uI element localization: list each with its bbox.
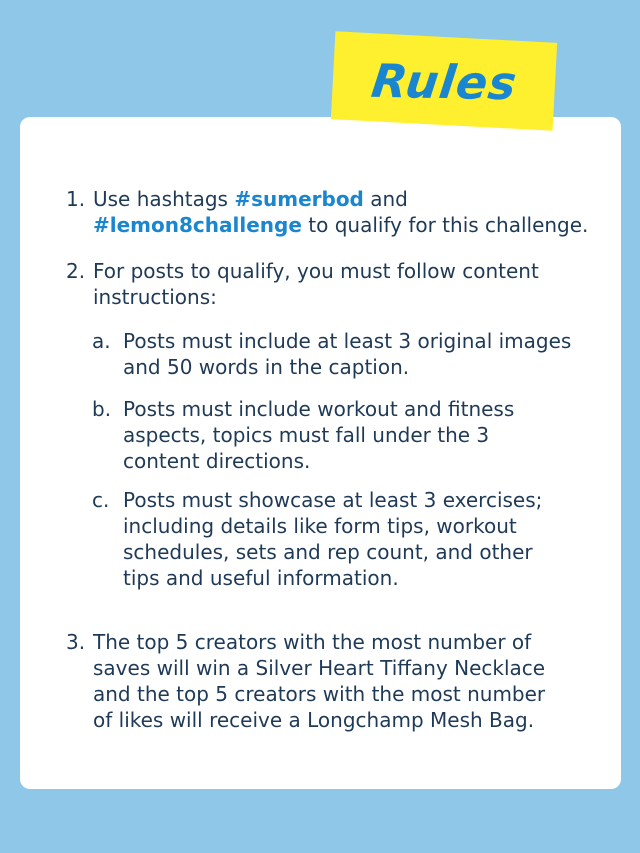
text-segment: Use hashtags — [93, 187, 235, 211]
subrule-line: schedules, sets and rep count, and other — [123, 540, 533, 564]
subrule-letter: b. — [92, 397, 112, 421]
text-segment: and — [363, 187, 408, 211]
rule-line: of likes will receive a Longchamp Mesh Bag. — [93, 708, 535, 732]
rule-line: For posts to qualify, you must follow content — [93, 259, 539, 283]
rule-number: 2. — [66, 259, 86, 283]
rule-line: The top 5 creators with the most number of — [93, 630, 532, 654]
rule-line — [93, 212, 588, 238]
subrule-line: aspects, topics must fall under the 3 — [123, 423, 490, 447]
hashtag-lemon8challenge: #lemon8challenge — [93, 213, 302, 237]
subrule-line: and 50 words in the caption. — [123, 355, 410, 379]
subrule-line: Posts must showcase at least 3 exercises; — [123, 488, 543, 512]
subrule-line: content directions. — [123, 449, 311, 473]
subrule-text — [123, 487, 542, 591]
rule-line — [93, 186, 588, 212]
rule-text — [93, 186, 588, 238]
subrule-line: Posts must include at least 3 original images — [123, 329, 572, 353]
subrule-text — [123, 396, 514, 474]
subrule-line: Posts must include workout and fitness — [123, 397, 515, 421]
rule-text — [93, 629, 545, 733]
rule-text — [93, 258, 539, 310]
rule-line: saves will win a Silver Heart Tiffany Necklace — [93, 656, 546, 680]
rules-card — [20, 117, 621, 789]
subrule-line: tips and useful information. — [123, 566, 399, 590]
rule-line: and the top 5 creators with the most number — [93, 682, 546, 706]
hashtag-sumerbod: #sumerbod — [234, 187, 364, 211]
rule-line: instructions: — [93, 285, 217, 309]
subrule-line: including details like form tips, workout — [123, 514, 517, 538]
rule-number: 3. — [66, 630, 86, 654]
text-segment: to qualify for this challenge. — [301, 213, 589, 237]
subrule-letter: c. — [92, 488, 110, 512]
subrule-text — [123, 328, 571, 380]
rules-title: Rules — [368, 53, 520, 111]
subrule-letter: a. — [92, 329, 111, 353]
rule-number: 1. — [66, 187, 86, 211]
rules-title-tag — [331, 31, 557, 130]
